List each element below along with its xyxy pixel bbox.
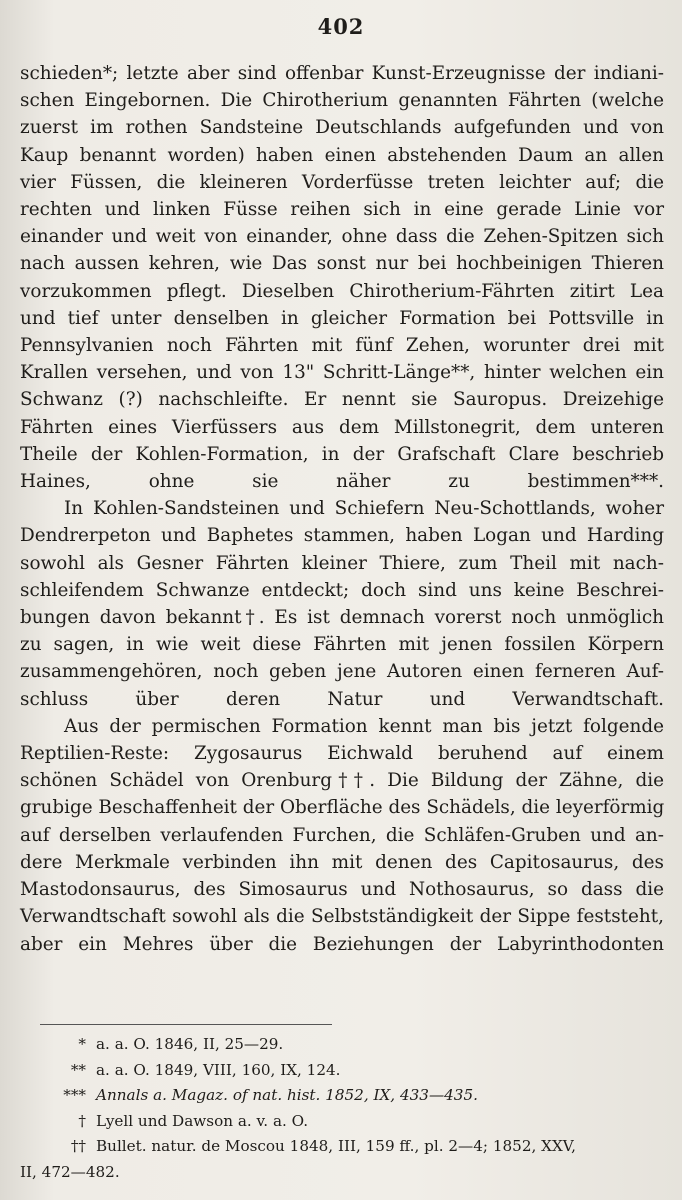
- text-line: Dendrerpeton und Baphetes stammen, haben Logan und Harding: [20, 525, 664, 547]
- text-line: Verwandtschaft sowohl als die Selbstständigkeit der Sippe feststeht,: [20, 906, 664, 928]
- text-line: nach aussen kehren, wie Das sonst nur bei hochbeinigen Thieren: [20, 253, 664, 275]
- text-line: schluss über deren Natur und Verwandtschaft.: [20, 688, 664, 710]
- text-line: vorzukommen pflegt. Dieselben Chirotherium-Fährten zitirt Lea: [20, 280, 664, 302]
- text-line: grubige Beschaffenheit der Oberfläche des Schädels, die leyerförmig: [20, 797, 665, 819]
- text-line: schönen Schädel von Orenburg††. Die Bildung der Zähne, die: [20, 770, 664, 792]
- text-line: dere Merkmale verbinden ihn mit denen des Capitosaurus, des: [20, 851, 664, 873]
- footnote-mark: *: [78, 1035, 86, 1053]
- text-line: Haines, ohne sie näher zu bestimmen***.: [20, 471, 664, 493]
- text-line: zusammengehören, noch geben jene Autoren einen ferneren Auf-: [20, 661, 664, 683]
- text-line: Reptilien-Reste: Zygosaurus Eichwald beruhend auf einem: [20, 743, 664, 765]
- text-line: aber ein Mehres über die Beziehungen der Labyrinthodonten: [20, 933, 664, 955]
- footnote-text: a. a. O. 1849, VIII, 160, IX, 124.: [96, 1060, 341, 1079]
- text-line: bungen davon bekannt†. Es ist demnach vorerst noch unmöglich: [20, 607, 664, 629]
- text-line: vier Füssen, die kleineren Vorderfüsse treten leichter auf; die: [20, 171, 664, 193]
- footnote-mark: †: [78, 1111, 86, 1130]
- text-line: schen Eingebornen. Die Chirotherium genannten Fährten (welche: [20, 90, 664, 112]
- footnote-continuation: [20, 1160, 664, 1186]
- footnote-rule: [40, 1024, 332, 1025]
- text-line: Krallen versehen, und von 13" Schritt-Länge**, hinter welchen ein: [20, 362, 664, 384]
- text-line: zuerst im rothen Sandsteine Deutschlands aufgefunden und von: [20, 117, 664, 139]
- text-line: Fährten eines Vierfüssers aus dem Millstonegrit, dem unteren: [20, 416, 664, 438]
- text-line: schleifendem Schwanze entdeckt; doch sind uns keine Beschrei-: [20, 579, 664, 601]
- footnote-text: Bullet. natur. de Moscou 1848, III, 159 ff., pl. 2—4; 1852, XXV,: [96, 1137, 576, 1156]
- body-text: [20, 60, 664, 958]
- footnote: [20, 1109, 664, 1135]
- text-line: schieden*; letzte aber sind offenbar Kunst-Erzeugnisse der indiani-: [20, 63, 664, 84]
- text-line: einander und weit von einander, ohne dass die Zehen-Spitzen sich: [20, 226, 664, 248]
- text-line: Kaup benannt worden) haben einen abstehenden Daum an allen: [20, 144, 664, 166]
- paragraph-2: [20, 495, 664, 713]
- footnote-text: Annals a. Magaz. of nat. hist. 1852, IX, 433—435.: [96, 1086, 478, 1105]
- footnote-mark: ***: [63, 1086, 86, 1105]
- paragraph-3: [20, 713, 664, 958]
- text-line: Pennsylvanien noch Fährten mit fünf Zehen, worunter drei mit: [20, 335, 664, 357]
- text-line: Mastodonsaurus, des Simosaurus und Nothosaurus, so dass die: [20, 879, 664, 901]
- footnote: [20, 1032, 664, 1058]
- text-line: auf derselben verlaufenden Furchen, die Schläfen-Gruben und an-: [20, 824, 664, 846]
- text-line: Theile der Kohlen-Formation, in der Grafschaft Clare beschrieb: [20, 443, 664, 465]
- footnote: [20, 1134, 664, 1160]
- footnote-text: Lyell und Dawson a. v. a. O.: [96, 1111, 309, 1130]
- footnotes: [20, 1032, 664, 1186]
- page-number: 402: [317, 14, 365, 39]
- text-line: Aus der permischen Formation kennt man bis jetzt folgende: [64, 715, 664, 737]
- text-line: sowohl als Gesner Fährten kleiner Thiere, zum Theil mit nach-: [20, 552, 664, 574]
- footnote-text: a. a. O. 1846, II, 25—29.: [96, 1035, 284, 1053]
- footnote-mark: **: [70, 1060, 86, 1079]
- footnote: [20, 1083, 664, 1109]
- text-line: und tief unter denselben in gleicher Formation bei Pottsville in: [20, 307, 664, 329]
- text-line: rechten und linken Füsse reihen sich in eine gerade Linie vor: [20, 199, 664, 221]
- text-line: In Kohlen-Sandsteinen und Schiefern Neu-Schottlands, woher: [64, 498, 664, 520]
- paragraph-1: [20, 60, 664, 495]
- footnote: [20, 1058, 664, 1084]
- text-line: zu sagen, in wie weit diese Fährten mit jenen fossilen Körpern: [20, 634, 664, 656]
- footnote-text: II, 472—482.: [20, 1162, 120, 1181]
- text-line: Schwanz (?) nachschleifte. Er nennt sie Sauropus. Dreizehige: [20, 389, 664, 411]
- footnote-mark: ††: [70, 1137, 86, 1156]
